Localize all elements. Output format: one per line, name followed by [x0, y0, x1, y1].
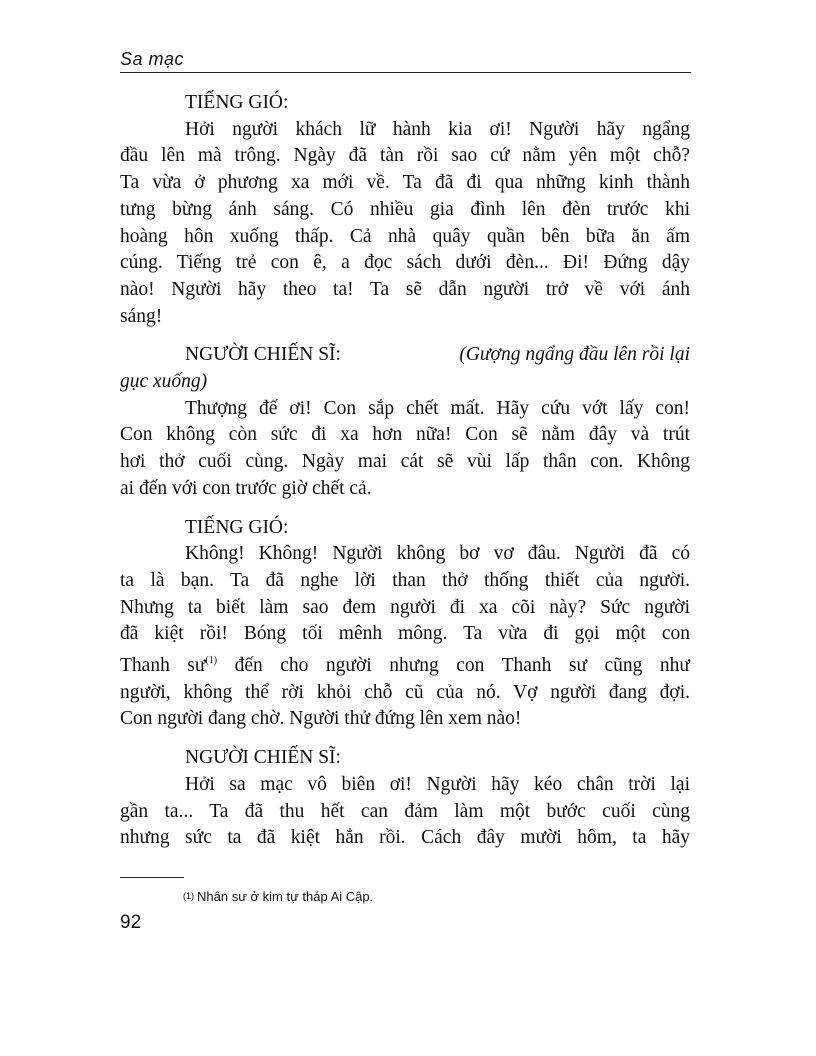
text-line: Hởi người khách lữ hành kia ơi! Người hãy ngẩng: [185, 118, 690, 140]
text-line: hơi thở cuối cùng. Ngày mai cát sẽ vùi lấp thân con. Không: [120, 451, 690, 473]
text-line: Thượng đế ơi! Con sắp chết mất. Hãy cứu vớt lấy con!: [185, 397, 690, 419]
text-line: ai đến với con trước giờ chết cả.: [120, 477, 372, 499]
text-line: hoàng hôn xuống thấp. Cả nhà quây quần bên bữa ăn ấm: [120, 225, 690, 247]
speaker-name: TIẾNG GIÓ:: [185, 516, 289, 538]
text-line: sáng!: [120, 305, 163, 327]
text-line: Hởi sa mạc vô biên ơi! Người hãy kéo chân trời lại: [185, 773, 690, 795]
page-number: 92: [120, 912, 142, 933]
text-line: cúng. Tiếng trẻ con ê, a đọc sách dưới đèn... Đi! Đứng dậy: [120, 252, 690, 274]
page-body: [120, 90, 690, 852]
text-line: Ta vừa ở phương xa mới về. Ta đã đi qua những kinh thành: [120, 172, 690, 194]
footnote-divider: [120, 877, 184, 878]
text-line: [120, 648, 690, 680]
text-line: Nhưng ta biết làm sao đem người đi xa cõi này? Sức người: [120, 596, 690, 618]
footnote-ref: (1): [205, 655, 218, 667]
text-line: đầu lên mà trông. Ngày đã tàn rồi sao cứ nằm yên một chỗ?: [120, 145, 690, 167]
speaker-line: [120, 342, 690, 369]
text-line: nào! Người hãy theo ta! Ta sẽ dẫn người trở về với ánh: [120, 278, 690, 300]
speaker-name: NGƯỜI CHIẾN SĨ:: [185, 747, 341, 769]
speaker-name: TIẾNG GIÓ:: [185, 92, 289, 113]
footnote-text: Nhân sư ở kim tự tháp Ai Cập.: [197, 889, 374, 904]
text-line: Con người đang chờ. Người thử đứng lên xem nào!: [120, 708, 522, 730]
text-line: Không! Không! Người không bơ vơ đâu. Người đã có: [185, 543, 690, 565]
text-line: người, không thể rời khỏi chỗ cũ của nó. Vợ người đang đợi.: [120, 681, 690, 703]
stage-direction-continued: gục xuống): [120, 371, 208, 393]
text-line: gần ta... Ta đã thu hết can đảm làm một bước cuối cùng: [120, 800, 690, 822]
text-segment: Thanh sư: [120, 655, 206, 677]
footnote: [183, 889, 373, 904]
running-head: [120, 48, 691, 73]
text-line: đã kiệt rồi! Bóng tối mênh mông. Ta vừa đi gọi một con: [120, 623, 690, 645]
text-line: tưng bừng ánh sáng. Có nhiều gia đình lên đèn trước khi: [120, 198, 690, 220]
text-line: nhưng sức ta đã kiệt hẳn rồi. Cách đây mười hôm, ta hãy: [120, 827, 690, 849]
text-line: ta là bạn. Ta đã nghe lời than thở thống thiết của người.: [120, 569, 690, 591]
footnote-mark: (1): [183, 891, 194, 901]
text-segment: đến cho người nhưng con Thanh sư cũng như: [217, 655, 690, 677]
stage-direction: (Gượng ngẩng đầu lên rồi lại: [459, 344, 690, 366]
speaker-name: NGƯỜI CHIẾN SĨ:: [185, 344, 341, 366]
text-line: Con không còn sức đi xa hơn nữa! Con sẽ nằm đây và trút: [120, 424, 690, 446]
running-head-title: Sa mạc: [120, 49, 185, 69]
